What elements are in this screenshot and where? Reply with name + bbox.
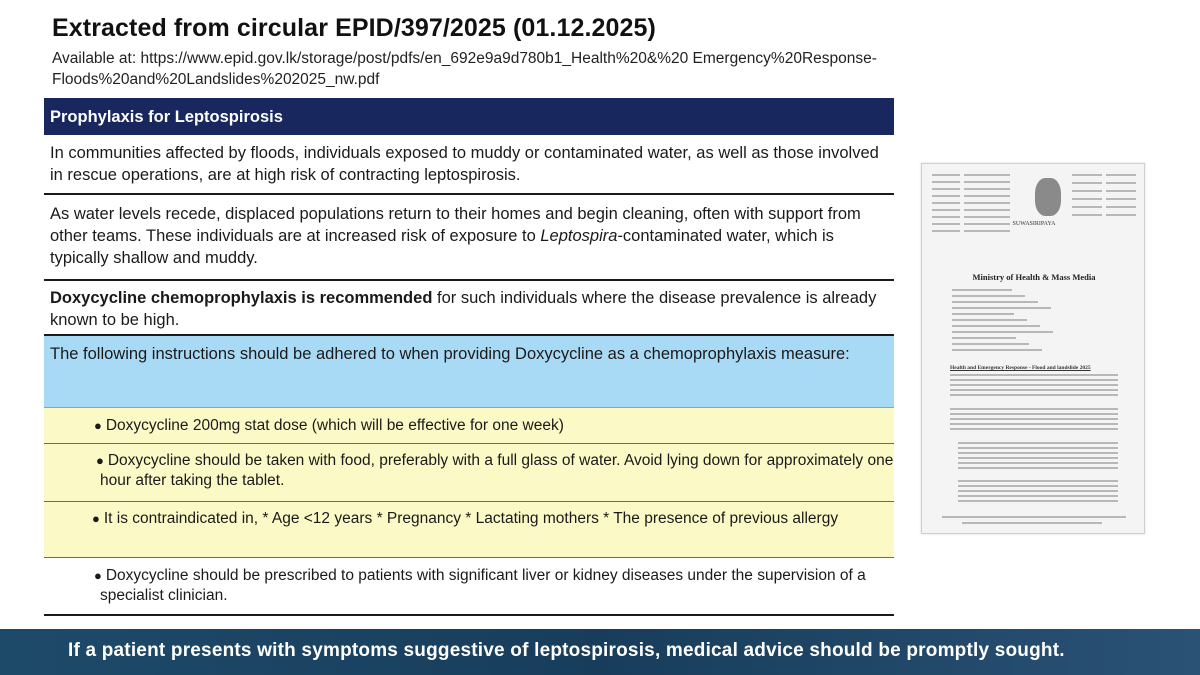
circular-text-line <box>958 495 1118 497</box>
footer-message: If a patient presents with symptoms suggestive of leptospirosis, medical advice should be promptly sought. <box>68 640 1065 661</box>
circular-text-line <box>950 394 1118 396</box>
circular-text-line <box>932 223 960 225</box>
circular-text-line <box>964 188 1010 190</box>
bullet-text: It is contraindicated in, * Age <12 years * Pregnancy * Lactating mothers * The presence of previous allergy <box>103 510 839 527</box>
paragraph-recede-risk <box>44 195 894 281</box>
bullet-text: Doxycycline 200mg stat dose (which will be effective for one week) <box>105 417 564 434</box>
recommendation-rest: for such individuals where the disease prevalence is already known to be high. <box>50 289 877 329</box>
circular-text-line <box>950 379 1118 381</box>
circular-text-line <box>1106 206 1136 208</box>
leptospira-italic: Leptospira <box>540 227 618 245</box>
circular-text-line <box>958 457 1118 459</box>
circular-text-line <box>1072 198 1102 200</box>
circular-text-line <box>964 216 1010 218</box>
circular-text-line <box>1072 182 1102 184</box>
bullet-item-liver-kidney <box>44 558 894 616</box>
circular-text-line <box>950 389 1118 391</box>
bullet-item-food <box>44 444 894 502</box>
circular-text-line <box>958 490 1118 492</box>
circular-text-line <box>964 202 1010 204</box>
circular-text-line <box>932 174 960 176</box>
paragraph-recommendation <box>44 281 894 336</box>
circular-text-line <box>950 423 1118 425</box>
circular-text-line <box>958 442 1118 444</box>
circular-text-line <box>950 384 1118 386</box>
circular-text-line <box>950 374 1118 376</box>
source-url-text: Available at: https://www.epid.gov.lk/storage/post/pdfs/en_692e9a9d780b1_Health%20&%20 Emergency%20Response-Floods%20and%20Landslides%202025_nw.pdf <box>52 50 877 88</box>
bullet-text: Doxycycline should be prescribed to patients with significant liver or kidney diseases under the supervision of a specialist clinician. <box>100 567 866 604</box>
circular-text-line <box>958 500 1118 502</box>
recommendation-bold: Doxycycline chemoprophylaxis is recommended <box>50 289 433 307</box>
bullet-text: Doxycycline should be taken with food, preferably with a full glass of water. Avoid lying down for approximately one hour after taking the tablet. <box>100 452 894 489</box>
circular-text-line <box>1072 206 1102 208</box>
circular-text-line <box>962 522 1102 524</box>
sri-lanka-emblem-icon <box>1035 178 1061 216</box>
bullet-icon: ● <box>92 511 100 526</box>
circular-text-line <box>932 202 960 204</box>
circular-text-line <box>964 230 1010 232</box>
circular-text-line <box>964 195 1010 197</box>
circular-text-line <box>952 307 1051 309</box>
circular-text-line <box>952 295 1025 297</box>
circular-text-line <box>958 485 1118 487</box>
circular-text-line <box>932 230 960 232</box>
circular-text-line <box>952 313 1014 315</box>
circular-ministry-name: Ministry of Health & Mass Media <box>972 272 1096 282</box>
circular-text-line <box>1072 190 1102 192</box>
circular-text-line <box>1106 182 1136 184</box>
bullet-icon: ● <box>94 568 102 583</box>
para2-text-start: As water levels recede, displaced populations return to their homes and begin cleaning, often with support from other teams. These individuals are at increased risk of exposure to <box>50 205 861 245</box>
circular-text-line <box>952 325 1040 327</box>
bullet-item-dose <box>44 408 894 444</box>
circular-text-line <box>1106 190 1136 192</box>
bullet-icon: ● <box>94 418 102 433</box>
circular-text-line <box>950 428 1118 430</box>
circular-suwasiripaya: SUWASIRIPAYA <box>1012 221 1056 227</box>
para2-text-end: -contaminated water, which is typically shallow and muddy. <box>50 227 834 267</box>
circular-text-line <box>958 462 1118 464</box>
circular-text-line <box>1106 174 1136 176</box>
circular-text-line <box>958 452 1118 454</box>
circular-text-line <box>952 301 1038 303</box>
circular-text-line <box>942 516 1126 518</box>
paragraph-flood-risk: In communities affected by floods, individuals exposed to muddy or contaminated water, as well as those involved in rescue operations, are at high risk of contracting leptospirosis. <box>44 135 894 195</box>
circular-subject: Health and Emergency Response - Flood and landslide 2025 <box>950 365 1091 371</box>
circular-text-line <box>932 181 960 183</box>
circular-text-line <box>952 289 1012 291</box>
circular-text-line <box>952 337 1016 339</box>
circular-text-line <box>950 418 1118 420</box>
circular-text-line <box>932 216 960 218</box>
circular-text-line <box>1072 174 1102 176</box>
circular-text-line <box>952 319 1027 321</box>
table-heading: Prophylaxis for Leptospirosis <box>44 98 894 135</box>
circular-text-line <box>964 223 1010 225</box>
circular-text-line <box>958 447 1118 449</box>
circular-text-line <box>1106 198 1136 200</box>
circular-text-line <box>950 413 1118 415</box>
circular-text-line <box>952 343 1029 345</box>
page-title: Extracted from circular EPID/397/2025 (01.12.2025) <box>52 14 656 42</box>
circular-text-line <box>950 408 1118 410</box>
circular-text-line <box>932 209 960 211</box>
circular-text-line <box>932 195 960 197</box>
circular-text-line <box>1072 214 1102 216</box>
circular-document-image <box>921 163 1145 534</box>
circular-text-line <box>958 467 1118 469</box>
circular-text-line <box>932 188 960 190</box>
circular-text-line <box>952 349 1042 351</box>
prophylaxis-table <box>44 98 894 616</box>
bullet-icon: ● <box>96 453 104 468</box>
circular-text-line <box>958 480 1118 482</box>
footer-banner <box>0 629 1200 675</box>
circular-text-line <box>952 331 1053 333</box>
circular-text-line <box>964 209 1010 211</box>
circular-text-line <box>1106 214 1136 216</box>
instructions-intro: The following instructions should be adhered to when providing Doxycycline as a chemoprophylaxis measure: <box>44 336 894 408</box>
circular-text-line <box>964 174 1010 176</box>
circular-text-line <box>964 181 1010 183</box>
bullet-item-contraindications <box>44 502 894 558</box>
